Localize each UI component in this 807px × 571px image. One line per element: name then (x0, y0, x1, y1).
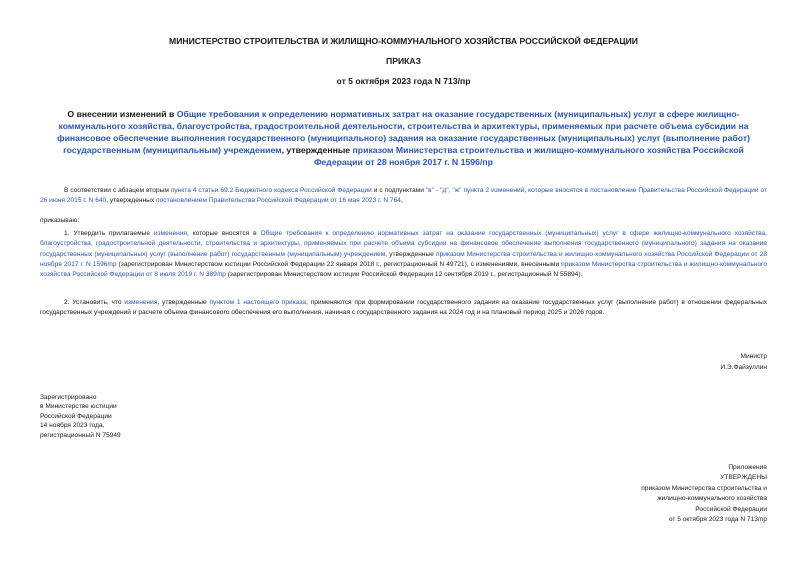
item1-text-4: (зарегистрирован Министерством юстиции Российской Федерации 22 января 2018 г., регистрационный N 49721), с изменениями, внесенными (116, 260, 562, 268)
preamble-text-2: и с подпунктами (371, 187, 426, 194)
order-word: приказываю: (40, 217, 80, 224)
link-changes[interactable]: изменения (153, 230, 188, 237)
link-general-requirements[interactable]: Общие требования к определению нормативных затрат на оказание государственных (муниципальных) услуг в сфере жилищно-коммунального хозяйства, благоустройства, градостроительной деятельности, строительства и архитектуры, применяемых при расчете объема субсидии на финансовое обеспечение выполнения государственного (муниципального) задания на оказание государственных (муниципальных) услуг (выполнение работ) государственным (муниципальным) учреждением (56, 109, 751, 155)
link-general-requirements-2[interactable]: Общие требования к определению нормативных затрат на оказание государственных (муниципальных) услуг в сфере жилищно-коммунального хозяйства, благоустройства, градостроительной деятельности, строительства и архитектуры, применяемых при расчете объема субсидии на финансовое обеспечение выполнения государственного (муниципального) задания на оказание государственных (муниципальных) услуг (выполнение работ) государственным (муниципальным) учреждением (40, 230, 767, 258)
preamble-text-1: В соответствии с абзацем вторым (64, 187, 171, 194)
doc-date-number: от 5 октября 2023 года N 713/пр (336, 76, 471, 86)
appendix-line: Российской Федерации (695, 505, 767, 513)
link-budget-code[interactable]: пункта 4 статьи 69.2 Бюджетного кодекса Российской Федерации (170, 187, 372, 194)
preamble-text-3: , утвержденных (106, 197, 157, 205)
item2-text-3: , применяются при формировании государственного задания на оказание государственных услуг (выполнение работ) в отношении федеральных государственных учреждений и расчете объема финансового обеспечения его выполнения, начиная с государственного задания на 2024 год и на плановый период 2025 и 2026 годов. (40, 299, 767, 317)
appendix-line: от 5 октября 2023 года N 713/пр (668, 516, 767, 524)
registration-line: Зарегистрировано (40, 394, 97, 401)
appendix-line: приказом Министерства строительства и (641, 484, 767, 492)
doc-type: ПРИКАЗ (386, 56, 421, 66)
link-resolution-640[interactable]: "в" - "д", "ж" пункта 2 изменений, которые вносятся в постановление Правительства Российской Федерации от 26 июня 2015 г. N 640 (40, 187, 767, 205)
minister-signature (720, 351, 767, 373)
document-subject (50, 108, 757, 168)
minister-name: И.Э.Файзуллин (720, 364, 767, 372)
preamble-text-4: , (400, 197, 403, 205)
link-changes-2[interactable]: изменения (124, 299, 158, 306)
appendix-line: Приложение (728, 464, 767, 471)
item2-text-2: , утвержденные (157, 299, 210, 306)
registration-line: 14 ноября 2023 года, (40, 422, 105, 430)
ministry-heading: МИНИСТЕРСТВО СТРОИТЕЛЬСТВА И ЖИЛИЩНО-КОММУНАЛЬНОГО ХОЗЯЙСТВА РОССИЙСКОЙ ФЕДЕРАЦИИ (169, 36, 638, 46)
appendix-line: УТВЕРЖДЕНЫ (720, 474, 767, 482)
registration-line: Российской Федерации (40, 412, 112, 420)
link-resolution-764[interactable]: постановлением Правительства Российской Федерации от 16 мая 2023 г. N 764 (156, 197, 401, 205)
preamble-paragraph (40, 186, 767, 207)
item-2-paragraph (40, 298, 767, 319)
item2-text-1: 2. Установить, что (64, 299, 125, 306)
appendix-line: жилищно-коммунального хозяйства (657, 495, 767, 503)
registration-line: в Министерстве юстиции (40, 403, 117, 411)
item1-text-2: , которые вносятся в (187, 230, 261, 237)
item1-text-1: 1. Утвердить прилагаемые (64, 230, 154, 237)
subject-prefix: О внесении изменений в (67, 109, 177, 119)
subject-middle: , утвержденные (281, 145, 353, 155)
item1-text-3: , утвержденные (385, 250, 437, 258)
link-order-1596-2[interactable]: приказом Министерства строительства и жилищно-коммунального хозяйства Российской Федерации от 28 ноября 2017 г. N 1596/пр (40, 250, 767, 268)
link-paragraph-1[interactable]: пунктом 1 настоящего приказа (209, 299, 307, 306)
minister-title: Министр (740, 353, 767, 360)
appendix-block (641, 463, 767, 525)
item-1-paragraph (40, 229, 767, 280)
link-order-389[interactable]: приказом Министерства строительства и жилищно-коммунального хозяйства Российской Федерации от 8 июля 2019 г. N 389/пр (40, 260, 767, 279)
registration-block (40, 393, 121, 440)
item1-text-5: (зарегистрирован Министерством юстиции Российской Федерации 12 сентября 2019 г., регистрационный N 55894). (225, 271, 583, 279)
registration-line: регистрационный N 75949 (40, 431, 121, 439)
link-order-1596[interactable]: приказом Министерства строительства и жилищно-коммунального хозяйства Российской Федерации от 28 ноября 2017 г. N 1596/пр (314, 145, 744, 167)
